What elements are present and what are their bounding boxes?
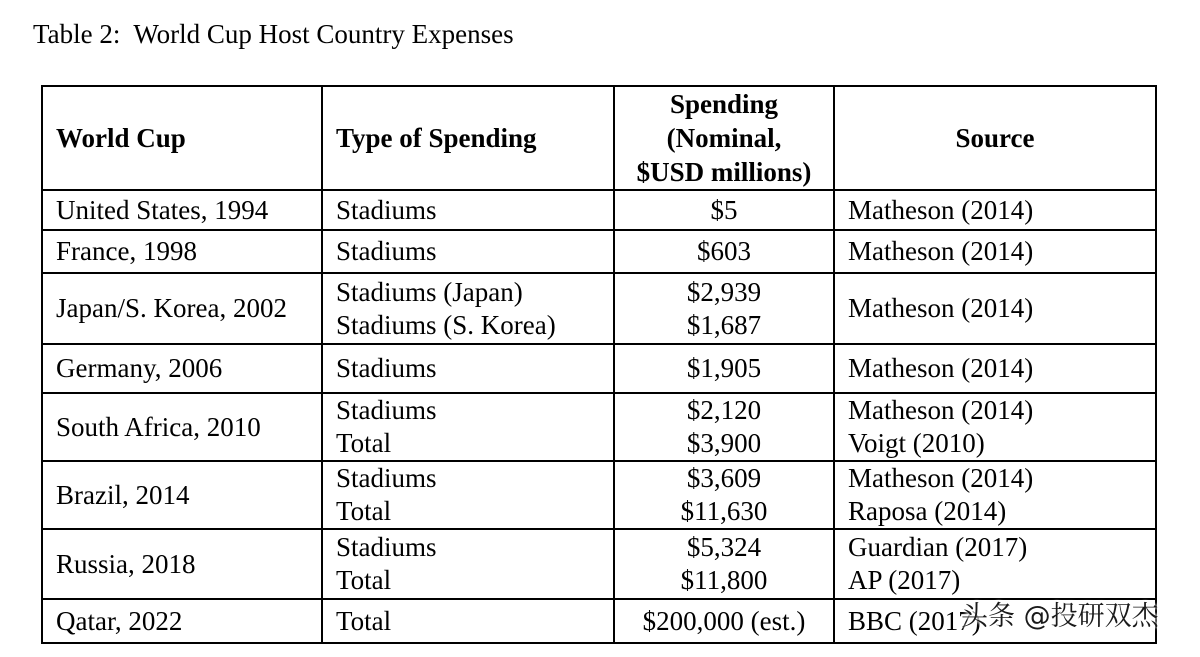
world-cup-cell: Germany, 2006 — [42, 344, 322, 393]
spending-line: $11,630 — [680, 496, 768, 526]
source-line: BBC (2017) — [848, 605, 981, 636]
table-row — [42, 230, 1156, 273]
table-caption: Table 2: World Cup Host Country Expenses — [33, 19, 514, 49]
spending-line: $2,120 — [686, 395, 762, 425]
source-line: Raposa (2014) — [848, 496, 1007, 526]
type-line: Stadiums (S. Korea) — [336, 309, 556, 340]
world-cup-cell: Japan/S. Korea, 2002 — [42, 273, 322, 344]
spending-cell — [614, 344, 834, 393]
world-cup-cell: South Africa, 2010 — [42, 393, 322, 461]
type-cell — [322, 461, 614, 529]
source-cell — [834, 230, 1156, 273]
spending-line: $1,687 — [686, 309, 762, 340]
source-line: Matheson (2014) — [848, 236, 1034, 266]
table-row — [42, 529, 1156, 599]
table-row — [42, 393, 1156, 461]
spending-line: $200,000 (est.) — [642, 605, 806, 636]
world-cup-cell: Russia, 2018 — [42, 529, 322, 599]
source-line: Matheson (2014) — [848, 293, 1034, 323]
type-line: Stadiums — [336, 395, 437, 425]
header-spending-line-3: $USD millions) — [636, 157, 812, 187]
spending-line: $603 — [697, 236, 751, 266]
source-cell — [834, 344, 1156, 393]
spending-line: $5 — [710, 194, 738, 225]
world-cup-cell: France, 1998 — [42, 230, 322, 273]
header-spending-line-1: Spending — [669, 89, 779, 119]
watermark: 头条 @投研双杰 — [961, 601, 1159, 632]
table-row — [42, 190, 1156, 230]
source-line: Matheson (2014) — [848, 353, 1034, 383]
type-line: Total — [336, 565, 392, 595]
spending-line: $5,324 — [686, 532, 762, 562]
header-row — [42, 86, 1156, 190]
type-line: Total — [336, 605, 392, 636]
spending-line: $3,900 — [686, 428, 762, 458]
spending-cell — [614, 461, 834, 529]
header-type-of-spending: Type of Spending — [322, 86, 614, 190]
type-line: Stadiums (Japan) — [336, 276, 523, 307]
source-line: Matheson (2014) — [848, 194, 1034, 225]
type-line: Stadiums — [336, 194, 437, 225]
spending-line: $11,800 — [680, 565, 768, 595]
table-row — [42, 344, 1156, 393]
spending-cell — [614, 273, 834, 344]
spending-cell — [614, 599, 834, 643]
type-line: Stadiums — [336, 236, 437, 266]
spending-line: $1,905 — [686, 353, 762, 383]
spending-line: $2,939 — [686, 276, 762, 307]
spending-cell — [614, 190, 834, 230]
source-cell — [834, 190, 1156, 230]
type-cell — [322, 190, 614, 230]
type-line: Total — [336, 496, 392, 526]
spending-cell — [614, 230, 834, 273]
spending-cell — [614, 393, 834, 461]
type-line: Stadiums — [336, 353, 437, 383]
source-cell — [834, 529, 1156, 599]
type-cell — [322, 599, 614, 643]
header-source: Source — [834, 86, 1156, 190]
source-line: Matheson (2014) — [848, 463, 1034, 493]
header-spending — [614, 86, 834, 190]
world-cup-cell: United States, 1994 — [42, 190, 322, 230]
header-spending-line-2: (Nominal, — [666, 123, 782, 153]
spending-line: $3,609 — [686, 463, 762, 493]
world-cup-cell: Qatar, 2022 — [42, 599, 322, 643]
type-cell — [322, 273, 614, 344]
spending-cell — [614, 529, 834, 599]
type-cell — [322, 393, 614, 461]
type-line: Stadiums — [336, 532, 437, 562]
table-row — [42, 461, 1156, 529]
expenses-table — [41, 85, 1157, 644]
header-world-cup: World Cup — [42, 86, 322, 190]
source-line: AP (2017) — [848, 565, 961, 595]
type-cell — [322, 344, 614, 393]
table-row — [42, 273, 1156, 344]
source-cell — [834, 273, 1156, 344]
source-cell — [834, 393, 1156, 461]
type-line: Stadiums — [336, 463, 437, 493]
source-line: Matheson (2014) — [848, 395, 1034, 425]
type-cell — [322, 230, 614, 273]
source-cell — [834, 461, 1156, 529]
world-cup-cell: Brazil, 2014 — [42, 461, 322, 529]
source-line: Guardian (2017) — [848, 532, 1028, 562]
source-line: Voigt (2010) — [848, 428, 985, 458]
type-cell — [322, 529, 614, 599]
type-line: Total — [336, 428, 392, 458]
